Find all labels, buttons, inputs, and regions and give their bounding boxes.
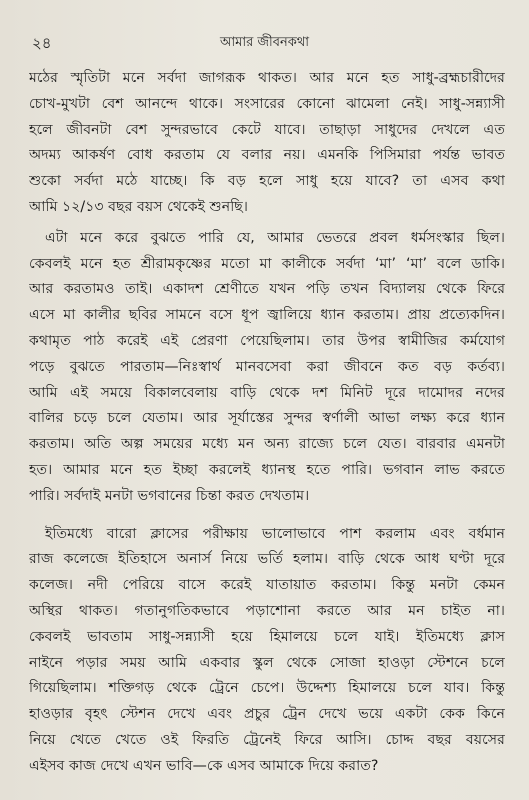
running-head: আমার জীবনকথা [219,35,310,50]
text-line: রাজ কলেজে ইতিহাসে অনার্স নিয়ে ভর্তি হলাম। বাড়ি থেকে আধ ঘণ্টা দূরে [29,551,505,568]
text-line: মঠের স্মৃতিটা মনে সর্বদা জাগরূক থাকত। আর মনে হত সাধু-ব্রহ্মচারীদের [29,70,505,86]
text-line: নিয়ে খেতে খেতে ওই ফিরতি ট্রেনেই ফিরে আসি। চোদ্দ বছর বয়সের [29,731,505,748]
text-line: অদম্য আকর্ষণ বোধ করতাম যে বলার নয়। এমনকি পিসিমারা পর্যন্ত ভাবত [29,147,505,164]
page-number: ২৪ [32,34,52,52]
text-line: ইতিমধ্যে বারো ক্লাসের পরীক্ষায় ভালোভাবে পাশ করলাম এবং বর্ধমান [45,525,505,542]
paragraph-3 [29,522,505,780]
text-line: গিয়েছিলাম। শক্তিগড় থেকে ট্রেনে চেপে। উদ্দেশ্য হিমালয়ে চলে যাব। কিন্তু [29,680,505,697]
text-line: কথামৃত পাঠ করেই এই প্রেরণা পেয়েছিলাম। তার উপর স্বামীজির কর্মযোগ [29,332,505,349]
text-line: আমি ১২/১৩ বছর বয়স থেকেই শুনছি। [29,198,248,215]
paragraph-1 [29,66,505,221]
text-line: হলে জীবনটা বেশ সুন্দরভাবে কেটে যাবে। তাছাড়া সাধুদের দেখলে এত [29,121,505,138]
text-line: অস্থির থাকত। গতানুগতিকভাবে পড়াশোনা করতে আর মন চাইত না। [29,602,505,619]
text-line: হাওড়ার বৃহৎ স্টেশন দেখে এবং প্রচুর ট্রেন দেখে ভয়ে একটা কেক কিনে [29,706,505,723]
text-line: কেবলই ভাবতাম সাধু-সন্ন্যাসী হয়ে হিমালয়ে চলে যাই। ইতিমধ্যে ক্লাস [29,628,505,645]
text-line: এটা মনে করে বুঝতে পারি যে, আমার ভেতরে প্রবল ধর্মসংস্কার ছিল। [45,229,505,246]
text-line: আর করতামও তাই। একাদশ শ্রেণীতে যখন পড়ি তখন বিদ্যালয় থেকে ফিরে [29,281,505,298]
text-line: হত। আমার মনে হত ইচ্ছা করলেই ধ্যানস্থ হতে পারি। ভগবান লাভ করতে [29,461,505,478]
text-line: নাইনে পড়ার সময় আমি একবার স্কুল থেকে সোজা হাওড়া স্টেশনে চলে [29,654,505,671]
body-text [29,66,505,780]
text-line: কলেজ। নদী পেরিয়ে বাসে করেই যাতায়াত করতাম। কিন্তু মনটা কেমন [29,577,505,594]
text-line: শুকো সর্বদা মঠে যাচ্ছে। কি বড় হলে সাধু হয়ে যাবে? তা এসব কথা [29,173,505,190]
text-line: পড়ে বুঝতে পারতাম—নিঃস্বার্থ মানবসেবা করা জীবনে কত বড় কর্তব্য। [29,358,505,375]
text-line: চোখ-মুখটা বেশ আনন্দে থাকে। সংসারের কোনো ঝামেলা নেই। সাধু-সন্ন্যাসী [29,95,505,112]
text-line: এসে মা কালীর ছবির সামনে বসে ধূপ জ্বালিয়ে ধ্যান করতাম। প্রায় প্রত্যেকদিন। [29,307,505,324]
text-line: বালির চড়ে চলে যেতাম। আর সূর্যাস্তের সুন্দর স্বর্ণালী আভা লক্ষ্য করে ধ্যান [29,410,505,427]
page-header [28,32,501,56]
text-line: পারি। সর্বদাই মনটা ভগবানের চিন্তা করত দেখতাম। [29,487,310,504]
paragraph-2 [29,226,505,510]
text-line: করতাম। অতি অল্প সময়ের মধ্যে মন অন্য রাজ্যে চলে যেত। বারবার এমনটা [29,436,505,453]
text-line: আমি এই সময়ে বিকালবেলায় বাড়ি থেকে দশ মিনিট দূরে দামোদর নদের [29,384,505,401]
text-line: কেবলই মনে হত শ্রীরামকৃষ্ণের মতো মা কালীকে সর্বদা ‘মা’ ‘মা’ বলে ডাকি। [29,255,505,272]
text-line: এইসব কাজ দেখে এখন ভাবি—কে এসব আমাকে দিয়ে করাত? [29,757,379,774]
